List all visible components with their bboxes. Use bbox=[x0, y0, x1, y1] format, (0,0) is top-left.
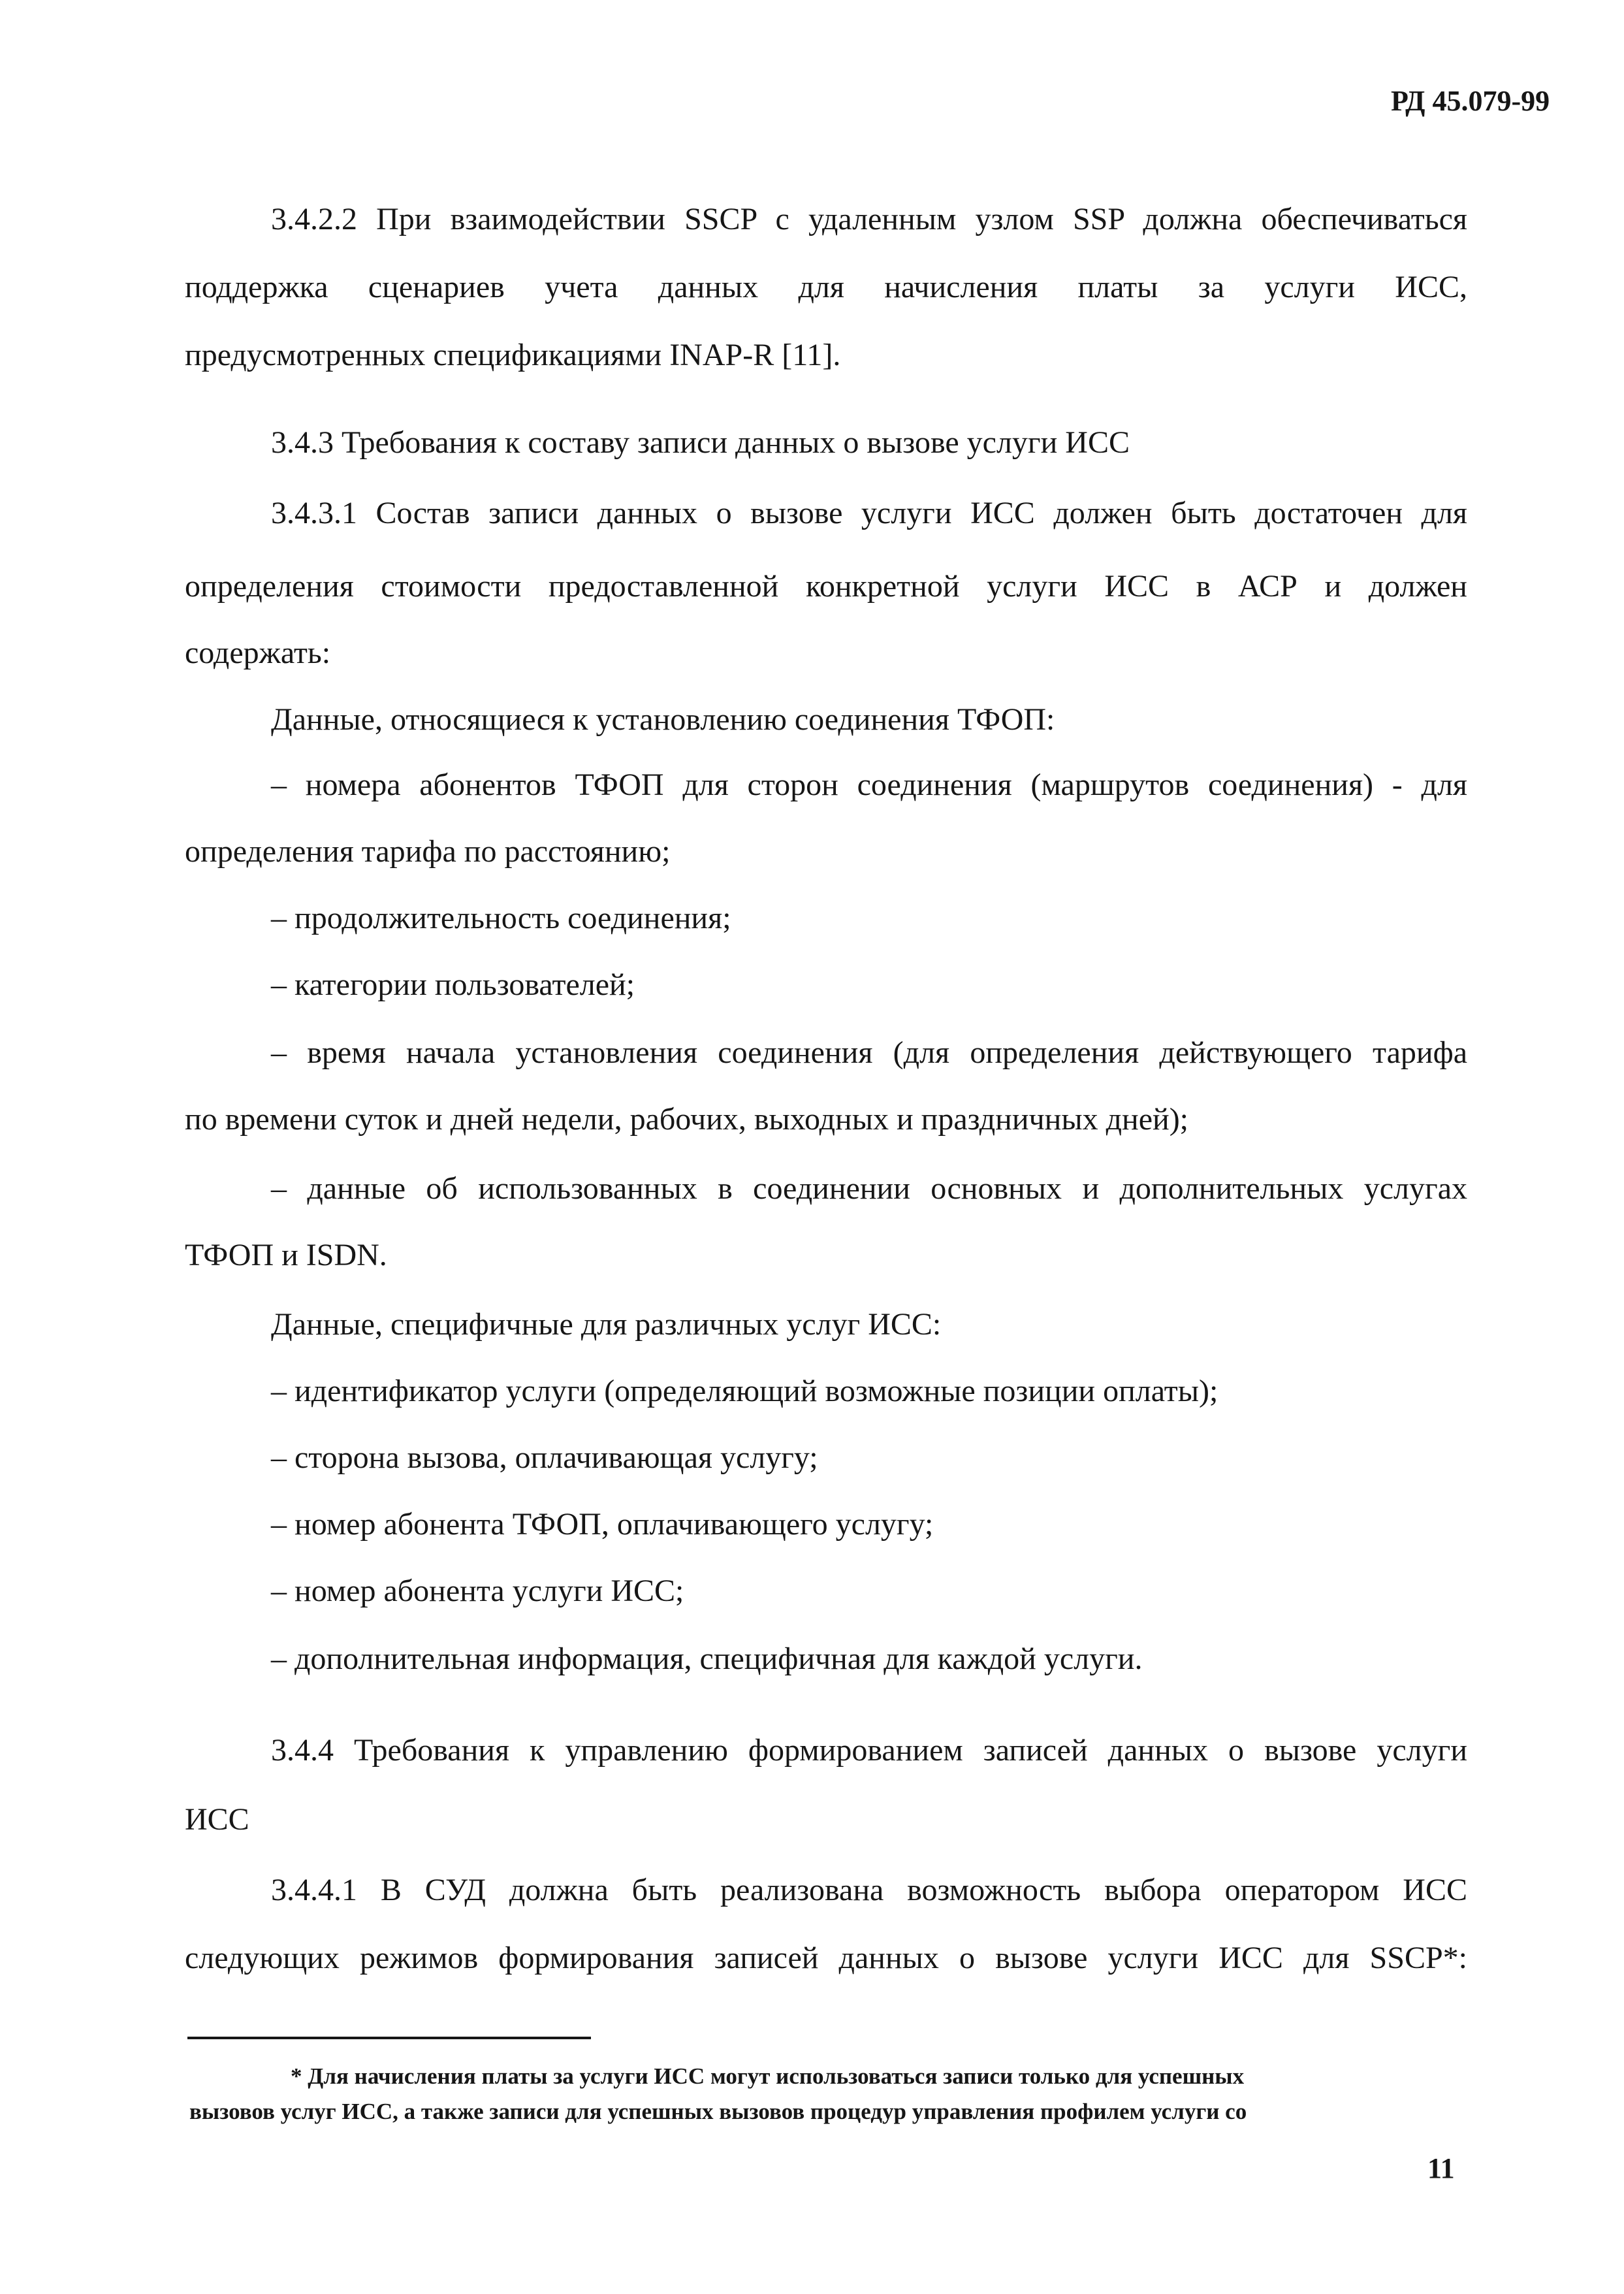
paragraph-line: 3.4.4.1 В СУД должна быть реализована возможность выбора оператором ИСС bbox=[271, 1873, 1467, 1907]
footnote-line: вызовов услуг ИСС, а также записи для успешных вызовов процедур управления профилем услуги со bbox=[189, 2099, 1247, 2124]
paragraph-line: 3.4.2.2 При взаимодействии SSCP с удаленным узлом SSP должна обеспечиваться bbox=[271, 202, 1467, 236]
paragraph-line: Данные, относящиеся к установлению соединения ТФОП: bbox=[271, 702, 1055, 737]
paragraph-line: содержать: bbox=[185, 636, 331, 670]
paragraph-line: ТФОП и ISDN. bbox=[185, 1238, 387, 1272]
paragraph-line: следующих режимов формирования записей данных о вызове услуги ИСС для SSCP*: bbox=[185, 1941, 1467, 1975]
paragraph-line: 3.4.3.1 Состав записи данных о вызове услуги ИСС должен быть достаточен для bbox=[271, 496, 1467, 530]
list-item: – сторона вызова, оплачивающая услугу; bbox=[271, 1440, 818, 1475]
section-heading: 3.4.4 Требования к управлению формированием записей данных о вызове услуги bbox=[271, 1733, 1467, 1768]
list-item: – время начала установления соединения (для определения действующего тарифа bbox=[271, 1035, 1467, 1070]
document-code: РД 45.079-99 bbox=[1391, 85, 1550, 117]
paragraph-line: определения стоимости предоставленной конкретной услуги ИСС в АСР и должен bbox=[185, 569, 1467, 604]
paragraph-line: по времени суток и дней недели, рабочих, выходных и праздничных дней); bbox=[185, 1102, 1189, 1137]
paragraph-line: определения тарифа по расстоянию; bbox=[185, 834, 671, 869]
footnote-divider bbox=[187, 2037, 591, 2039]
paragraph-line: Данные, специфичные для различных услуг ИСС: bbox=[271, 1307, 942, 1342]
list-item: – номера абонентов ТФОП для сторон соединения (маршрутов соединения) - для bbox=[271, 767, 1467, 802]
page-number: 11 bbox=[1427, 2152, 1455, 2184]
list-item: – продолжительность соединения; bbox=[271, 901, 731, 935]
paragraph-line: предусмотренных спецификациями INAP-R [11]. bbox=[185, 338, 841, 372]
list-item: – дополнительная информация, специфичная для каждой услуги. bbox=[271, 1641, 1143, 1676]
list-item: – данные об использованных в соединении основных и дополнительных услугах bbox=[271, 1171, 1467, 1206]
footnote-line: * Для начисления платы за услуги ИСС могут использоваться записи только для успешных bbox=[291, 2063, 1245, 2089]
paragraph-line: поддержка сценариев учета данных для начисления платы за услуги ИСС, bbox=[185, 270, 1467, 304]
list-item: – номер абонента услуги ИСС; bbox=[271, 1574, 684, 1608]
section-heading: ИСС bbox=[185, 1802, 249, 1837]
list-item: – идентификатор услуги (определяющий возможные позиции оплаты); bbox=[271, 1374, 1218, 1408]
section-heading: 3.4.3 Требования к составу записи данных о вызове услуги ИСС bbox=[271, 425, 1130, 460]
list-item: – номер абонента ТФОП, оплачивающего услугу; bbox=[271, 1507, 934, 1542]
list-item: – категории пользователей; bbox=[271, 967, 635, 1002]
